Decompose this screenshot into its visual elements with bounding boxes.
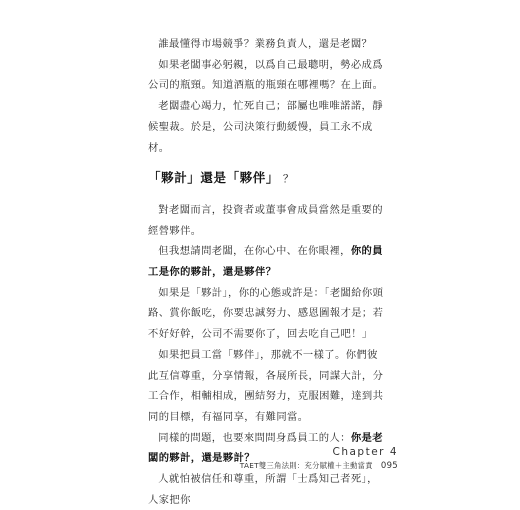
running-title: TAET雙三角法則：充分賦權＋主動當責 [239,461,373,470]
paragraph: 如果老闆事必躬親，以爲自己最聰明，勢必成爲公司的瓶頸。知道酒瓶的瓶頸在哪裡嗎？在上面。 [148,58,384,92]
paragraph-text: 但我想請問老闆，在你心中、在你眼裡， [158,245,351,258]
paragraph [148,241,388,282]
page-footer [240,446,398,471]
paragraph: 如果是「夥計」，你的心態或許是：「老闆給你頭路、賞你飯吃，你要忠誠努力、感恩圖報才是；若不好好幹，公司不需要你了，回去吃自己吧！」 [148,286,384,341]
paragraph: 對老闆而言，投資者或董事會成員當然是重要的經營夥伴。 [148,203,383,237]
section-heading-mark: ？ [283,173,295,186]
running-footer [240,461,398,471]
page-body [148,34,388,510]
emphasis-text: 你是老闆的夥計，還是夥計？ [148,431,383,465]
emphasis-text: 你的員工是你的夥計，還是夥伴？ [148,245,383,279]
page-number: 095 [380,461,398,471]
chapter-label: Chapter 4 [332,446,398,458]
paragraph: 如果把員工當「夥伴」，那就不一樣了。你們彼此互信尊重，分享情報，各展所長，同謀大計，分工合作，相輔相成，團結努力，克服困難，達到共同的目標，有福同享，有難同當。 [148,348,384,423]
paragraph: 老闆盡心竭力，忙死自己；部屬也唯唯諾諾，靜候聖裁。於是，公司決策行動緩慢，員工永不成材。 [148,100,383,154]
paragraph: 誰最懂得市場競爭？業務負責人，還是老闆？ [158,38,373,50]
section-heading [148,168,388,190]
paragraph: 人就怕被信任和尊重，所謂「士爲知己者死」，人家把你 [148,473,378,506]
section-heading-text: 「夥計」還是「夥伴」 [148,170,280,186]
paragraph-text: 同樣的問題，也要來問問身爲員工的人： [158,431,351,444]
